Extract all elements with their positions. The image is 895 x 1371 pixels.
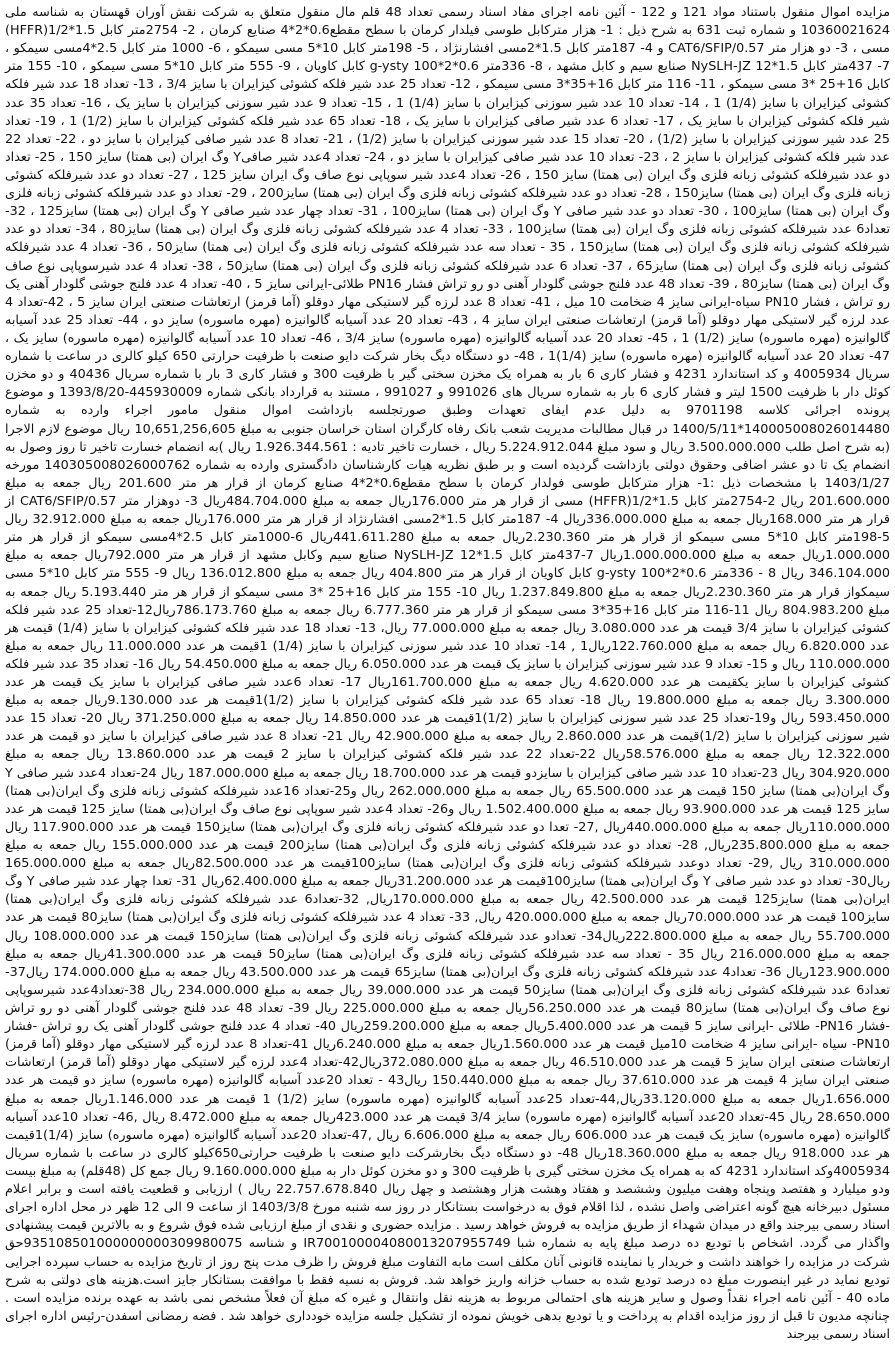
auction-notice-text: مزایده اموال منقول باستناد مواد 121 و 122 - آئین نامه اجرای مفاد اسناد رسمی تعداد 48 قلم مال منقول متعلق به شرکت نقش آوران قهستان به شناسه ملی 10360021624 و شماره ثبت 631 به شرح ذیل : 1- هزار مترکابل طوسی فیلدار کرمان با سطح مقطع0.6*2*4 صنایع کرمان ، 2- 2754متر کابل 1.5*1/2(HFFR) مسی ، 3- دو هزار متر CAT6/SFIP/0.57 و 4- 187متر کابل 1.5*2مسی افشارنژاد ، 5- 198متر کابل 10*5 مسی سیمکو ، 6- 1000 متر کابل 2.5*4مسی سیمکو ، 7- 437متر کابل 1.5*12 NySLH-JZ صنایع سیم و کابل مشهد ، 8- 336متر 0.6*2*100 g-ysty کابل کاویان ، 9- 555 متر کابل 10*5 مسی سیمکو ، 10- 155 متر کابل 16+25 *3 مسی سیمکو ، 11- 116 متر کابل 16+35*3 مسی سیمکو ، 12- تعداد 25 عدد شیر فلکه کشوئی کیزایران با سایز 3/4 ، 13- تعداد 18 عدد شیر فلکه کشوئی کیزایران با سایز (1/4) 1 ، 14- تعداد 10 عدد شیر سوزنی کیزایران با سایز (1/4) 1 ، 15- تعداد 9 عدد شیر سوزنی کیزایران با سایز یک ، 16- تعداد 35 عدد شیر فلکه کشوئی کیزایران با سایز یک ، 17- تعداد 6 عدد شیر صافی کیزایران با سایز یک ، 18- تعداد 65 عدد شیر فلکه کشوئی کیزایران با سایز (1/2) 1 ، 19- تعداد 25 عدد شیر سوزنی کیزایران با سایز (1/2) ، 20- تعداد 15 عدد شیر سوزنی کیزایران با سایز (1/2) ، 21- تعداد 8 عدد شیر صافی کیزایران با سایز دو ، 22- تعداد 22 عدد شیر فلکه کشوئی کیزایران با سایز 2 ، 23- تعداد 10 عدد شیر صافی کیزایران با سایز دو ، 24- تعداد 4عدد شیر صافیY وگ ایران (بی همتا) سایز 150 ، 25- تعداد دو عدد شیرفلکه کشوئی زبانه فلزی وگ ایران (بی همتا) سایز 150 ، 26- تعداد 4عدد شیر سوپاپی نوع صاف وگ ایران سایز 125 ، 27- تعداد دو عدد شیرفلکه کشوئی زبانه فلزی وگ ایران (بی همتا) سایز150 ، 28- تعداد دو عدد شیرفلکه کشوئی زبانه فلزی وگ ایران (بی همتا) سایز200 ، 29- تعداد دو عدد شیرفلکه کشوئی زبانه فلزی وگ ایران (بی همتا) سایز100 ، 30- تعداد دو عدد شیر صافی Y وگ ایران (بی همتا) سایز100 ، 31- تعداد چهار عدد شیر صافی Y وگ ایران (بی همتا) سایز125 ، 32- تعداد6 عدد شیرفلکه کشوئی زبانه فلزی وگ ایران (بی همتا) سایز100 ، 33- تعداد 4 عدد شیرفلکه کشوئی زبانه فلزی وگ ایران (بی همتا) سایز80 ، 34- تعداد دو عدد شیرفلکه کشوئی زبانه فلزی وگ ایران (بی همتا) سایز150 ، 35 - تعداد سه عدد شیرفلکه کشوئی زبانه فلزی وگ ایران (بی همتا) سایز50 ، 36- تعداد 4 عدد شیرفلکه کشوئی زبانه فلزی وگ ایران (بی همتا) سایز65 ، 37- تعداد 6 عدد شیرفلکه کشوئی زبانه فلزی وگ ایران (بی همتا) سایز50 ، 38- تعداد 4 عدد شیرسوپاپی نوع صاف وگ ایران (بی همتا) سایز80 ، 39- تعداد 48 عدد فلنج جوشی گلودار آهنی دو رو تراش فشار PN16 طلائی-ایرانی سایز 5 ، 40- تعداد 4 عدد فلنج جوشی گلودار آهنی یک رو تراش ، فشار PN10 سیاه-ایرانی سایز 4 ضخامت 10 میل ، 41- تعداد 8 عدد لرزه گیر لاستیکی مهار دوقلو (آما قرمز) ارتعاشات صنعتی ایران سایز 5 ، 42-تعداد 4 عدد لرزه گیر لاستیکی مهار دوقلو (آما قرمز) ارتعاشات صنعتی ایران سایز 4 ، 43- تعداد 20 عدد آسیابه گالوانیزه (مهره ماسوره) سایز دو ، 44- تعداد 25 عدد آسیابه گالوانیزه (مهره ماسوره) سایز (1/2) 1 ، 45- تعداد 20 عدد آسیابه گالوانیزه (مهره ماسوره) سایز 3/4 ، 46- تعداد 10 عدد آسیابه گالوانیزه (مهره ماسوره) سایز یک ، 47- تعداد 20 عدد آسیابه گالوانیزه (مهره ماسوره) سایز (1/4)1 ، 48- دو دستگاه دیگ بخار شرکت دایو صنعت با ظرفیت حرارتی 650 کیلو کالری در ساعت با شماره سریال 4005934 و کد استاندارد 4231 و فشار کاری 6 بار به همراه یک مخزن سختی گیر با ظرفیت 300 و فشار کاری 3 بار با شماره سریال 40436 و دو مخزن کوئل دار با ظرفیت 1500 لیتر و فشار کاری 6 بار به شماره سریال های 991026 و 991027 ، مستند به قرارداد بانکی شماره 445930009-1393/8/20 و موضوع پرونده اجرائی کلاسه 9701198 به دلیل عدم ایفای تعهدات وطبق صورتجلسه بازداشت اموال منقول مامور اجراء وارده به شماره 140005008026014480*1400/5/11 در قبال مطالبات مدیریت شعب بانک رفاه کارگران استان خراسان جنوبی به مبلغ 10,651,256,605 ریال موضوع لازم الاجرا (به شرح اصل طلب 3.500.000.000 ریال و سود مبلغ 5.224.912.044 ریال ، خسارت تاخیر تادیه : 1.926.344.561 ریال )به انضمام خسارت تاخیر تا روز وصول به انضمام یک تا دو عشر اضافی وحقوق دولتی بازداشت گردیده است و بر طبق نظریه هیات کارشناسان دادگستری وارده به شماره 140305008026000762 مورخه 1403/1/27 با مشخصات ذیل :1- هزار مترکابل طوسی فولدار کرمان با سطح مقطع0.6*2*4 صنایع کرمان از قرار هر متر 201.600 ریال جمعه به مبلغ 201.600.000 ریال 2-2754متر کابل 1.5*1/2(HFFR) مسی از قرار هر متر 176.000ریال جمعه به مبلغ 484.704.000ریال 3- دوهزار متر CAT6/SFIP/0.57 از قرار هر متر 168.000ریال جمعه به مبلغ 336.000.000ریال 4- 187متر کابل 1.5*2مسی افشارنژاد از قرار هر متر 176.000ریال جمعه به مبلغ 32.912.000 ریال 5-198متر کابل 10*5 مسی سیمکو از قرار هر متر 2.230.360ریال جمعه به مبلغ 441.611.280ریال 6-1000متر کابل 2.5*4مسی سیمکو از قرار هر متر 1.000.000ریال جمعه به مبلغ 1.000.000.000ریال 7-437متر کابل 1.5*12 NySLH-JZ صنایع سیم وکابل مشهد از قرار هر متر 792.000ریال جمعه به مبلغ 346.104.000 ریال 8 - 336متر 0.6*2*100 g-ysty کابل کاویان از قرار هر متر 404.800 ریال جمعه به مبلغ 136.012.800 ریال 9- 555 متر کابل 10*5 مسی سیمکواز قرار هر متر 2.230.360ریال جمعه به مبلغ 1.237.849.800 ریال 10- 155 متر کابل 16+25 *3 مسی سیمکو از قرار هر متر 5.193.440 ریال جمعه به مبلغ 804.983.200 ریال 11-116 متر کابل 16+35*3 مسی سیمکو از قرار هر متر 6.777.360 ریال جمعه به مبلغ 786.173.760ریال12-تعداد 25 عدد شیر فلکه کشوئی کیزایران با سایز 3/4 قیمت هر عدد 3.080.000 ریال جمعه به مبلغ 77.000.000 ریال، 13- تعداد 18 عدد شیر فلکه کشوئی کیزایران با سایز (1/4) قیمت هر عدد 6.820.000 ریال جمعه به مبلغ 122.760.000ریال1 , 14- تعداد 10 عدد شیر سوزنی کیزایران با سایز (1/4) 1قیمت هر عدد 11.000.000 ریال جمعه به مبلغ 110.000.000 ریال و 15- تعداد 9 عدد شیر سوزنی کیزایران با سایز یک قیمت هر عدد 6.050.000 ریال جمعه به مبلغ 54.450.000 ریال 16- تعداد 35 عدد شیر فلکه کشوئی کیزایران با سایز یکقیمت هر عدد 4.620.000 ریال جمعه به مبلغ 161.700.000ریال 17- تعداد 6عدد شیر صافی کیزایران با سایز یک قیمت هر عدد 3.300.000 ریال جمعه به مبلغ 19.800.000 ریال 18- تعداد 65 عدد شیر فلکه کشوئی کیزایران با سایز (1/2)1قیمت هر عدد 9.130.000ریال جمعه به مبلغ 593.450.000 ریال و19-تعداد 25 عدد شیر سوزنی کیزایران با سایز (1/2)1قیمت هر عدد 14.850.000 ریال جمعه به مبلغ 371.250.000 ریال 20- تعداد 15 عدد شیر سوزنی کیزایران با سایز (1/2)قیمت هر عدد 2.860.000 ریال جمعه به مبلغ 42.900.000 ریال 21- تعداد 8 عدد شیر صافی کیزایران با سایز دو قیمت هر عدد 12.322.000 ریال جمعه به مبلغ 58.576.000ریال 22-تعداد 22 عدد شیر فلکه کشوئی کیزایران با سایز 2 قیمت هر عدد 13.860.000 ریال جمعه به مبلغ 304.920.000 ریال 23-تعداد 10 عدد شیر صافی کیزایران با سایزدو قیمت هر عدد 18.700.000 ریال جمعه به مبلغ 187.000.000 ریال 24-تعداد 4عدد شیر صافی Y وگ ایران(بی همتا) سایز 150 قیمت هر عدد 65.500.000 ریال جمعه به مبلغ 262.000.000 ریال و25-تعداد 16عدد شیرفلکه کشوئی زبانه فلزی وگ ایران(بی همتا) سایز 125 قیمت هر عدد 93.900.000 ریال جمعه به مبلغ 1.502.400.000 ریال و26- تعداد 4عدد شیر سوپاپی نوع صاف وگ ایران(بی همتا) سایز 125 قیمت هر عدد 110.000.000ریال جمعه به مبلغ 440.000.000ریال ,27- تعدا دو عدد شیرفلکه کشوئی زبانه فلزی وگ ایران(بی همتا) سایز150 قیمت هر عدد 117.900.000 ریال جمعه به مبلغ 235.800.000ریال, 28- تعداد دو عدد شیرفلکه کشوئی زبانه فلزی وگ ایران(بی همتا) سایز200 قیمت هر عدد 155.000.000 ریال جمعه به مبلغ 310.000.000 ریال ,29- تعداد دوعدد شیرفلکه کشوئی زبانه فلزی وگ ایران(بی همتا) سایز100قیمت هر عدد 82.500.000ریال جمعه به مبلغ 165.000.000 ریال30- تعداد دو عدد شیر صافی Y وگ ایران(بی همتا) سایز100قیمت هر عدد 31.200.000ریال جمعه به مبلغ 62.400.000ریال 31- تعدا چهار عدد شیر صافی Y وگ ایران(بی همتا) سایز125 قیمت هر عدد 42.500.000 ریال جمعه به مبلغ 170.000.000ریال, 32-تعداد6 عدد شیرفلکه کشوئی زبانه فلزی وگ ایران(بی همتا) سایز100 قیمت هر عدد 70.000.000ریال جمعه به مبلغ 420.000.000 ریال, 33- تعداد 4 عدد شیرفلکه کشوئی زبانه فلزی وگ ایران(بی همتا) سایز80 قیمت هر عدد 55.700.000 ریال جمعه به مبلغ 222.800.000ریال34- تعدادو عدد شیرفلکه کشوئی زبانه فلزی وگ ایران(بی همتا) سایز150 قیمت هر عدد 108.000.000 ریال جمعه به مبلغ 216.000.000 ریال 35 - تعداد سه عدد شیرفلکه کشوئی زبانه فلزی وگ ایران(بی همتا) سایز50 قیمت هر عدد 41.300.000ریال جمعه به مبلغ 123.900.000ریال 36- تعداد4 عدد شیرفلکه کشوئی زبانه فلزی وگ ایران(بی همتا) سایز65 قیمت هر عدد 43.500.000 ریال جمعه به مبلغ 174.000.000 ریال37- تعداد6 عدد شیرفلکه کشوئی زبانه فلزی وگ ایران(بی همتا) سایز50 قیمت هر عدد 39.000.000 ریال جمعه به مبلغ 234.000.000 ریال 38-تعداد4عدد شیرسوپاپی نوع صاف وگ ایران(بی همتا) سایز80 قیمت هر عدد 56.250.000ریال جمعه به مبلغ 225.000.000 ریال 39- تعداد 48 عدد فلنج جوشی گلودار آهنی دو رو تراش -فشار PN16- طلائی -ایرانی سایز 5 قیمت هر عدد 5.400.000ریال جمعه به مبلغ 259.200.000ریال 40- تعداد 4 عدد فلنج جوشی گلودار آهنی یک رو تراش -فشار PN10- سیاه -ایرانی سایز 4 ضخامت 10میل قیمت هر عدد 1.560.000ریال جمعه به مبلغ 6.240.000ریال 41-تعداد 8 عدد لرزه گیر لاستیکی مهار دوقلو (آما قرمز) ارتعاشات صنعتی ایران سایز 5 قیمت هر عدد 46.510.000 ریال جمعه به مبلغ 372.080.000ریال42-تعداد 4عدد لرزه گیر لاستیکی مهار دوقلو (آما قرمز) ارتعاشات صنعتی ایران سایز 4 قیمت هر عدد 37.610.000 ریال جمعه به مبلغ 150.440.000 ریال43 - تعداد 20عدد آسیابه گالوانیزه (مهره ماسوره) سایز دو قیمت هر عدد 1.656.000ریال جمعه به مبلغ 33.120.000ریال,44-تعداد 25عدد آسیابه گالوانیزه (مهره ماسوره) سایز (1/2) 1 قیمت هر عدد 1.146.000ریال جمعه به مبلغ 28.650.000 ریال 45-تعداد 20عدد آسیابه گالوانیزه (مهره ماسوره) سایز 3/4 قیمت هر عدد 423.000ریال جمعه به مبلغ 8.472.000 ریال ,46- تعداد 10عدد آسیابه گالوانیزه (مهره ماسوره) سایز یک قیمت هر عدد 606.000 ریال جمعه به مبلغ 6.606.000 ریال ,47-تعداد 20عدد آسیابه گالوانیزه (مهره ماسوره) سایز (1/4)1قیمت هر عدد 918.000 ریال جمعه به مبلغ 18.360.000ریال 48- دو دستگاه دیگ بخارشرکت دایو صنعت با ظرفیت حرارتی650کیلو کالری در ساعت با شماره سریال 4005934وکد استاندارد 4231 که به همراه یک مخزن سختی گیری با ظرفیت 300 و دو مخزن کوئل دار به مبلغ 9.160.000.000 ریال جمع کل (48قلم) به مبلغ بیست ودو میلیارد و هفتصد وپنجاه وهفت میلیون وششصد و هفتاد وهشت هزار وهشتصد و چهل ریال 22.757.678.840 ریال ) ارزیابی و قطعیت یافته است و برابر اعلام مسئول دبیرخانه هیچ گونه اعتراضی واصل نشده ، لذا اقلام فوق به درخواست بستانکار در روز سه شنبه مورخ 1403/3/8 از ساعت 9 الی 12 ظهر در محل اداره اجرای اسناد رسمی بیرجند واقع در میدان شهداء از طریق مزایده به فروش خواهد رسید . مزایده حضوری و نقدی از مبلغ ارزیابی شده فوق شروع و به بالاترین قیمت پیشنهادی واگذار می گردد. اشخاص با تودیع ده درصد مبلغ پایه به شماره شبا IR700100004080013207955749 و شناسه 935108501000000000309980075حق شرکت در مزایده را خواهند داشت و خریدار یا نماینده قانونی آنان مکلف است مابه التفاوت مبلغ فروش را ظرف مدت پنج روز از تاریخ مزایده به حساب سپرده اجرایی تودیع نماید در غیر اینصورت مبلغ ده درصد تودیع شده به حساب خزانه واریز خواهد شد. فروش به نسیه فقط با موافقت بستانکار جایز است.هزینه های دولتی به شرح ماده 40 - آئین نامه اجراء نقداً وصول و سایر هزینه های احتمالی مربوط به هزینه نقل وانتقال و غیره که مبلغ آن فعلاً مشخص نمی باشد به عهده برنده مزایده است . چنانچه مدیون تا قبل از روز مزایده اقدام به پرداخت و یا تودیع بدهی خویش نموده از تشکیل جلسه مزایده خودداری خواهد شد . فضه رمضانی اسفدن-رئیس اداره اجرای اسناد رسمی بیرجند — [5, 5, 891, 1342]
